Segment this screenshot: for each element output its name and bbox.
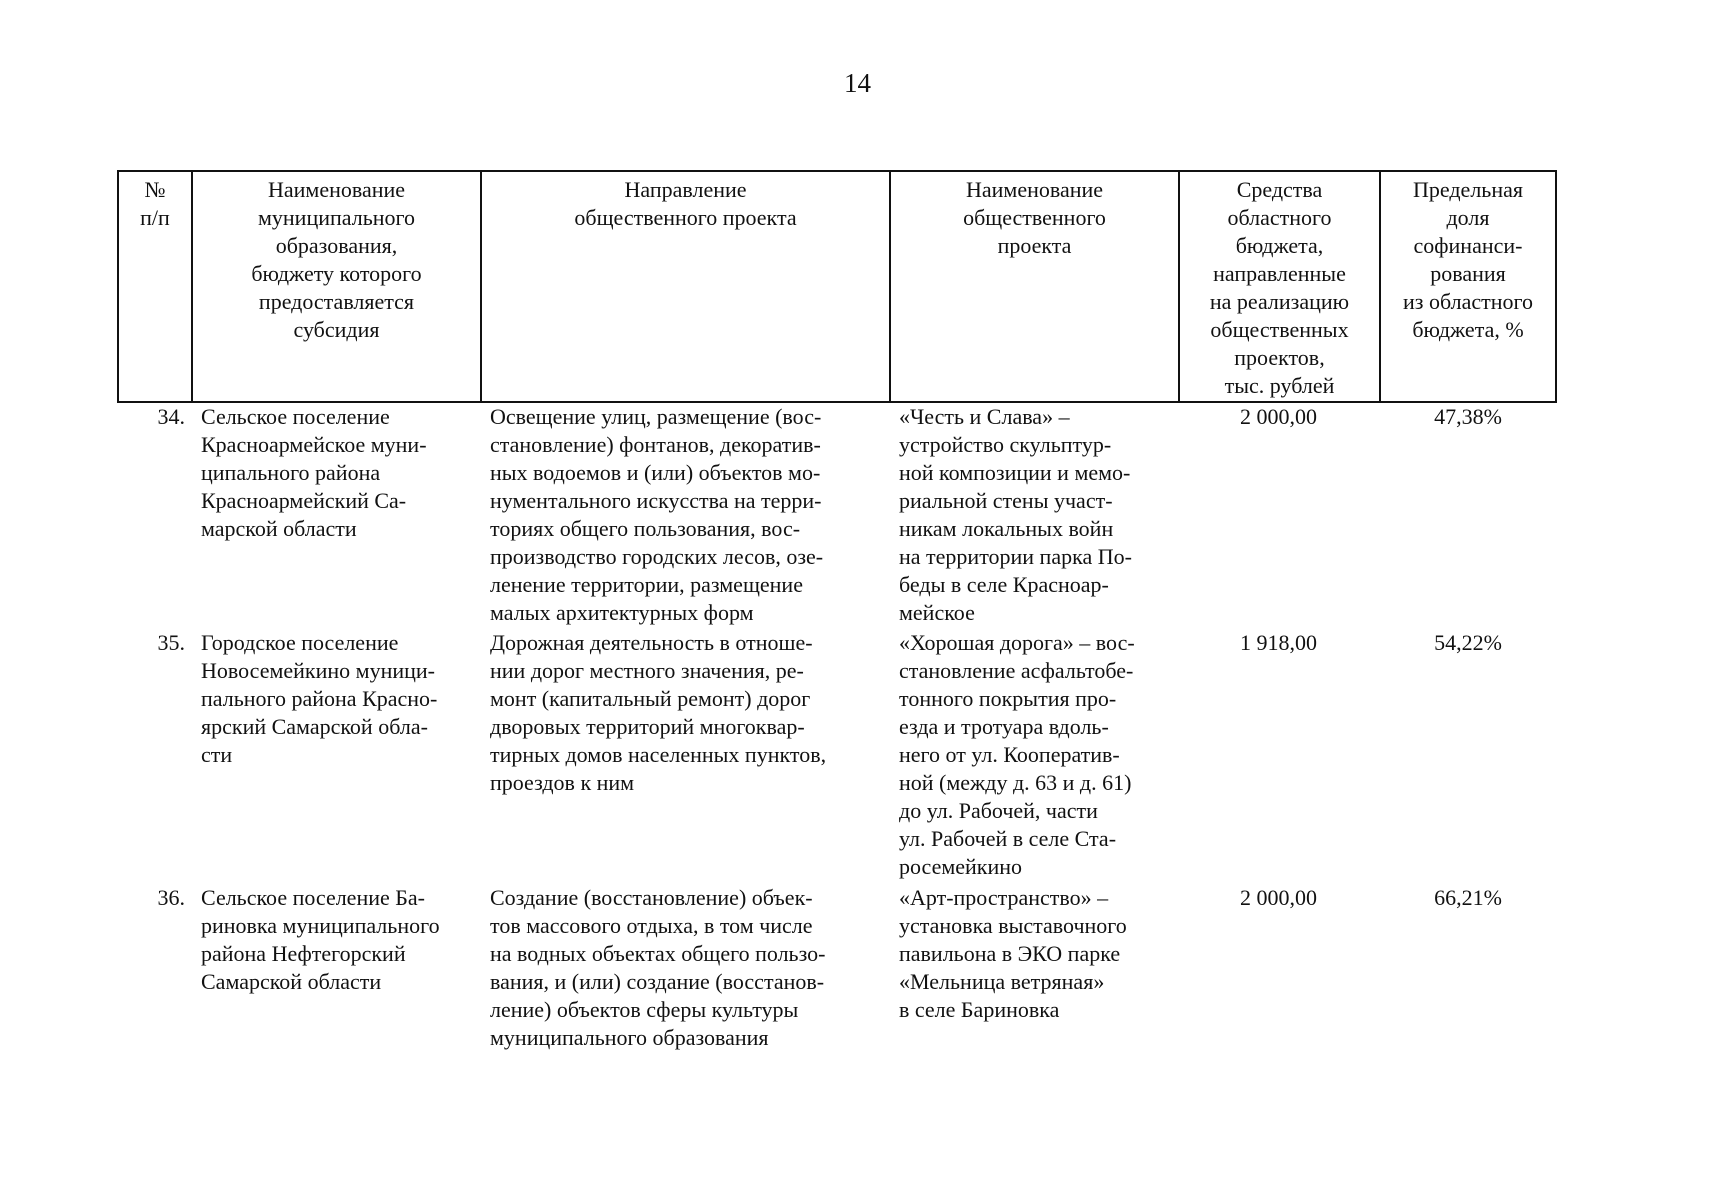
row-number: 34. xyxy=(157,404,185,429)
table-row xyxy=(117,403,1557,629)
direction-cell: Освещение улиц, размещение (вос- становление) фонтанов, декоратив- ных водоемов и (или) объектов мо- нументального искусства на терри- ториях общего пользования, вос- производство городских лесов, озе- ленение территории, размещение малых архитектурных форм xyxy=(490,404,824,625)
row-number: 35. xyxy=(157,630,185,655)
direction-cell: Дорожная деятельность в отноше- нии дорог местного значения, ре- монт (капитальный ремонт) дорог дворовых территорий многоквар- тирных домов населенных пунктов, проездов к ним xyxy=(490,630,827,795)
funds-cell: 2 000,00 xyxy=(1240,885,1317,910)
header-funds: Средства областного бюджета, направленные на реализацию общественных проектов, тыс. рублей xyxy=(1178,172,1379,401)
municipality-cell: Сельское поселение Ба- риновка муниципального района Нефтегорский Самарской области xyxy=(201,885,440,994)
table-row xyxy=(117,629,1557,884)
table-header xyxy=(117,170,1557,403)
row-number: 36. xyxy=(157,885,185,910)
project-cell: «Арт-пространство» – установка выставочного павильона в ЭКО парке «Мельница ветряная» в селе Бариновка xyxy=(899,885,1127,1022)
header-number: № п/п xyxy=(117,172,191,401)
header-project: Наименование общественного проекта xyxy=(889,172,1178,401)
project-cell: «Честь и Слава» – устройство скульптур- ной композиции и мемо- риальной стены участ- никам локальных войн на территории парка По- беды в селе Красноар- мейское xyxy=(899,404,1132,625)
table-row xyxy=(117,884,1557,1054)
municipality-cell: Городское поселение Новосемейкино муници- пального района Красно- ярский Самарской обла- сти xyxy=(201,630,438,767)
header-municipality: Наименование муниципального образования, бюджету которого предоставляется субсидия xyxy=(191,172,480,401)
direction-cell: Создание (восстановление) объек- тов массового отдыха, в том числе на водных объектах общего пользо- вания, и (или) создание (восстанов- ление) объектов сферы культуры муниципального образования xyxy=(490,885,826,1050)
municipality-cell: Сельское поселение Красноармейское муни- ципального района Красноармейский Са- марской области xyxy=(201,404,427,541)
subsidy-table xyxy=(117,170,1557,1054)
funds-cell: 1 918,00 xyxy=(1240,630,1317,655)
funds-cell: 2 000,00 xyxy=(1240,404,1317,429)
share-cell: 54,22% xyxy=(1434,630,1502,655)
page-number: 14 xyxy=(844,68,871,98)
share-cell: 66,21% xyxy=(1434,885,1502,910)
share-cell: 47,38% xyxy=(1434,404,1502,429)
project-cell: «Хорошая дорога» – вос- становление асфальтобе- тонного покрытия про- езда и тротуара вдоль- него от ул. Кооператив- ной (между д. 63 и д. 61) до ул. Рабочей, части ул. Рабочей в селе Ста- росемейкино xyxy=(899,630,1135,879)
header-direction: Направление общественного проекта xyxy=(480,172,889,401)
header-share: Предельная доля софинанси- рования из областного бюджета, % xyxy=(1379,172,1557,401)
